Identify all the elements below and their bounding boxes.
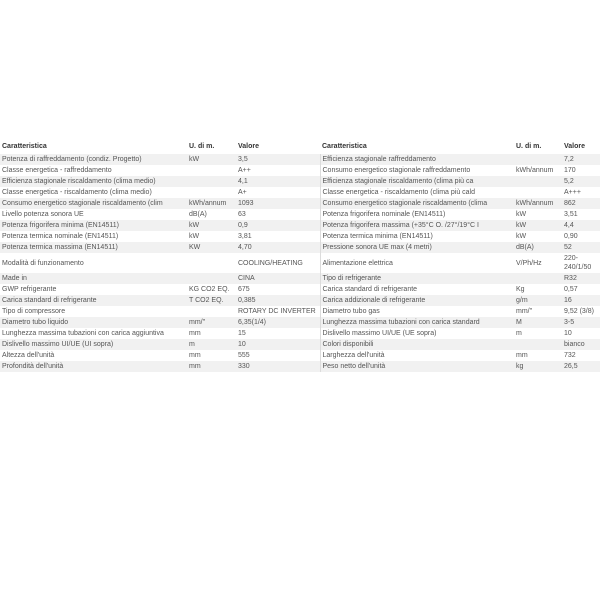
characteristic-left: Potenza termica nominale (EN14511) — [0, 231, 187, 242]
value-right: A+++ — [562, 187, 600, 198]
unit-left: KG CO2 EQ. — [187, 284, 236, 295]
value-right: 732 — [562, 350, 600, 361]
characteristic-left: Altezza dell'unità — [0, 350, 187, 361]
characteristic-left: Potenza frigorifera minima (EN14511) — [0, 220, 187, 231]
table-row — [0, 306, 600, 317]
value-left: 15 — [236, 328, 320, 339]
unit-left: kW — [187, 154, 236, 165]
unit-left: mm — [187, 361, 236, 372]
characteristic-right: Consumo energetico stagionale raffreddamento — [320, 165, 514, 176]
value-left: 4,70 — [236, 242, 320, 253]
characteristic-left: GWP refrigerante — [0, 284, 187, 295]
characteristic-left: Dislivello massimo UI/UE (UI sopra) — [0, 339, 187, 350]
value-left: 330 — [236, 361, 320, 372]
value-left: 63 — [236, 209, 320, 220]
value-right: 9,52 (3/8) — [562, 306, 600, 317]
header-value-right: Valore — [564, 143, 586, 150]
unit-left — [187, 306, 236, 317]
header-unit-right: U. di m. — [516, 143, 542, 150]
header-characteristic-right: Caratteristica — [322, 143, 367, 150]
table-row — [0, 284, 600, 295]
table-row — [0, 242, 600, 253]
value-left: 0,9 — [236, 220, 320, 231]
characteristic-right: Potenza frigorifera massima (+35°C O. /27°/19°C I — [320, 220, 514, 231]
value-left: 555 — [236, 350, 320, 361]
value-left: 6,35(1/4) — [236, 317, 320, 328]
value-right: 7,2 — [562, 154, 600, 165]
unit-right: mm/" — [514, 306, 562, 317]
characteristic-right: Diametro tubo gas — [320, 306, 514, 317]
characteristic-left: Made in — [0, 273, 187, 284]
characteristic-right: Potenza termica minima (EN14511) — [320, 231, 514, 242]
unit-right — [514, 187, 562, 198]
value-left: CINA — [236, 273, 320, 284]
characteristic-right: Carica addizionale di refrigerante — [320, 295, 514, 306]
table-row — [0, 231, 600, 242]
characteristic-right: Larghezza dell'unità — [320, 350, 514, 361]
table-row — [0, 209, 600, 220]
unit-right — [514, 176, 562, 187]
value-left: 675 — [236, 284, 320, 295]
characteristic-left: Classe energetica - raffreddamento — [0, 165, 187, 176]
characteristic-left: Tipo di compressore — [0, 306, 187, 317]
characteristic-left: Efficienza stagionale riscaldamento (clima medio) — [0, 176, 187, 187]
unit-left: kW — [187, 220, 236, 231]
characteristic-right: Colori disponibili — [320, 339, 514, 350]
unit-right: kWh/annum — [514, 165, 562, 176]
table-row — [0, 220, 600, 231]
table-row — [0, 198, 600, 209]
unit-left — [187, 176, 236, 187]
characteristic-right: Lunghezza massima tubazioni con carica standard — [320, 317, 514, 328]
value-right: 4,4 — [562, 220, 600, 231]
value-right: R32 — [562, 273, 600, 284]
unit-right: g/m — [514, 295, 562, 306]
table-row — [0, 273, 600, 284]
value-right: 10 — [562, 328, 600, 339]
value-right: 3-5 — [562, 317, 600, 328]
table-row — [0, 154, 600, 165]
value-right: 0,57 — [562, 284, 600, 295]
value-right: 862 — [562, 198, 600, 209]
unit-left: mm — [187, 328, 236, 339]
table-row — [0, 253, 600, 273]
unit-right — [514, 154, 562, 165]
value-left: 0,385 — [236, 295, 320, 306]
table-row — [0, 295, 600, 306]
characteristic-right: Peso netto dell'unità — [320, 361, 514, 372]
table-row — [0, 165, 600, 176]
unit-right — [514, 339, 562, 350]
value-right: 0,90 — [562, 231, 600, 242]
table-row — [0, 350, 600, 361]
value-right: 5,2 — [562, 176, 600, 187]
characteristic-left: Classe energetica - riscaldamento (clima medio) — [0, 187, 187, 198]
value-left: 3,81 — [236, 231, 320, 242]
characteristic-right: Dislivello massimo UI/UE (UE sopra) — [320, 328, 514, 339]
unit-right: m — [514, 328, 562, 339]
characteristic-left: Potenza di raffreddamento (condiz. Progetto) — [0, 154, 187, 165]
unit-left: kWh/annum — [187, 198, 236, 209]
unit-left: m — [187, 339, 236, 350]
characteristic-left: Potenza termica massima (EN14511) — [0, 242, 187, 253]
value-left: ROTARY DC INVERTER — [236, 306, 320, 317]
value-left: 3,5 — [236, 154, 320, 165]
header-unit-left: U. di m. — [189, 143, 215, 150]
characteristic-right: Potenza frigorifera nominale (EN14511) — [320, 209, 514, 220]
value-left: COOLING/HEATING — [236, 253, 320, 273]
header-characteristic-left: Caratteristica — [2, 143, 47, 150]
value-right: 170 — [562, 165, 600, 176]
unit-left: dB(A) — [187, 209, 236, 220]
unit-right: kW — [514, 209, 562, 220]
specifications-table — [0, 140, 600, 372]
unit-left: T CO2 EQ. — [187, 295, 236, 306]
value-left: A+ — [236, 187, 320, 198]
unit-right: kW — [514, 231, 562, 242]
characteristic-left: Consumo energetico stagionale riscaldamento (clim — [0, 198, 187, 209]
characteristic-left: Profondità dell'unità — [0, 361, 187, 372]
unit-right: M — [514, 317, 562, 328]
value-right: 220-240/1/50 — [562, 253, 600, 273]
characteristic-right: Classe energetica - riscaldamento (clima più cald — [320, 187, 514, 198]
table-header-row — [0, 140, 600, 154]
table-row — [0, 328, 600, 339]
unit-left: KW — [187, 242, 236, 253]
unit-right: kW — [514, 220, 562, 231]
unit-right: V/Ph/Hz — [514, 253, 562, 273]
unit-right: kWh/annum — [514, 198, 562, 209]
unit-left — [187, 187, 236, 198]
unit-right: mm — [514, 350, 562, 361]
value-left: 1093 — [236, 198, 320, 209]
characteristic-right: Efficienza stagionale raffreddamento — [320, 154, 514, 165]
characteristic-right: Consumo energetico stagionale riscaldamento (clima — [320, 198, 514, 209]
value-left: 4,1 — [236, 176, 320, 187]
characteristic-right: Alimentazione elettrica — [320, 253, 514, 273]
value-left: A++ — [236, 165, 320, 176]
value-right: 52 — [562, 242, 600, 253]
unit-left: kW — [187, 231, 236, 242]
characteristic-right: Tipo di refrigerante — [320, 273, 514, 284]
characteristic-left: Livello potenza sonora UE — [0, 209, 187, 220]
value-left: 10 — [236, 339, 320, 350]
characteristic-right: Carica standard di refrigerante — [320, 284, 514, 295]
unit-right: kg — [514, 361, 562, 372]
unit-right: dB(A) — [514, 242, 562, 253]
unit-left: mm/" — [187, 317, 236, 328]
value-right: 16 — [562, 295, 600, 306]
value-right: 26,5 — [562, 361, 600, 372]
table-row — [0, 187, 600, 198]
characteristic-left: Modalità di funzionamento — [0, 253, 187, 273]
characteristic-left: Lunghezza massima tubazioni con carica aggiuntiva — [0, 328, 187, 339]
table-row — [0, 317, 600, 328]
value-right: 3,51 — [562, 209, 600, 220]
characteristic-left: Diametro tubo liquido — [0, 317, 187, 328]
characteristic-right: Pressione sonora UE max (4 metri) — [320, 242, 514, 253]
header-value-left: Valore — [238, 143, 260, 150]
characteristic-right: Efficienza stagionale riscaldamento (clima più ca — [320, 176, 514, 187]
value-right: bianco — [562, 339, 600, 350]
unit-right — [514, 273, 562, 284]
unit-left — [187, 273, 236, 284]
unit-left — [187, 253, 236, 273]
unit-left — [187, 165, 236, 176]
characteristic-left: Carica standard di refrigerante — [0, 295, 187, 306]
table-row — [0, 361, 600, 372]
unit-right: Kg — [514, 284, 562, 295]
table-row — [0, 176, 600, 187]
unit-left: mm — [187, 350, 236, 361]
table-row — [0, 339, 600, 350]
